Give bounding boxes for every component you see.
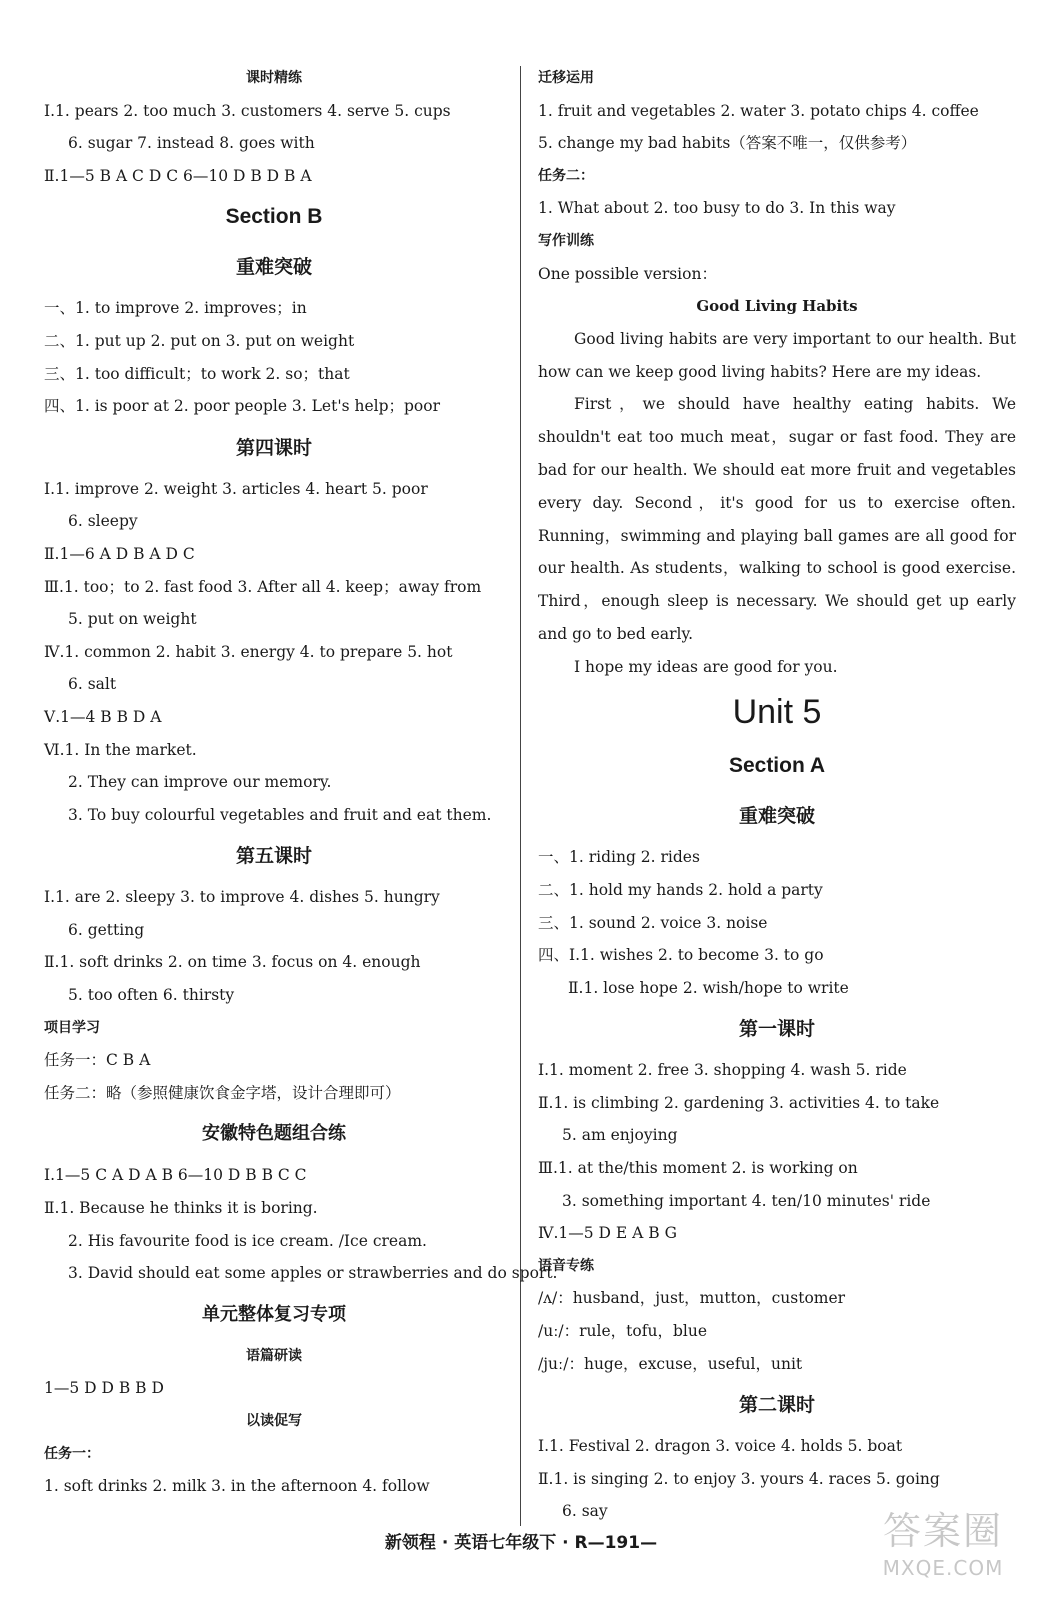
lesson-4-heading: 第四课时 xyxy=(235,436,312,459)
label-project: 项目学习 xyxy=(44,1019,100,1036)
answer-line: 3. To buy colourful vegetables and fruit and eat them. xyxy=(68,805,492,824)
answer-line: Ⅰ.1. pears 2. too much 3. customers 4. serve 5. cups xyxy=(44,101,451,120)
answer-line: Ⅳ.1—5 D E A B G xyxy=(538,1224,677,1243)
label-read-write: 以读促写 xyxy=(246,1413,302,1429)
answer-line: Ⅰ.1. improve 2. weight 3. articles 4. heart 5. poor xyxy=(44,479,428,498)
answer-line: Ⅲ.1. too；to 2. fast food 3. After all 4. keep；away from xyxy=(44,577,482,596)
answer-line: Ⅰ.1—5 C A D A B 6—10 D B B C C xyxy=(44,1166,307,1185)
answer-line: 5. put on weight xyxy=(68,610,197,629)
section-a-heading: Section A xyxy=(728,754,826,778)
review-heading: 单元整体复习专项 xyxy=(202,1303,346,1325)
answer-line: 3. David should eat some apples or strawberries and do sport. xyxy=(68,1264,558,1283)
label-practice: 课时精练 xyxy=(246,70,302,86)
answer-line: 5. change my bad habits（答案不唯一，仅供参考） xyxy=(538,134,917,153)
lesson-1-heading: 第一课时 xyxy=(738,1018,815,1041)
essay-closing: I hope my ideas are good for you. xyxy=(574,657,838,676)
label-task-1: 任务一： xyxy=(44,1445,100,1462)
answer-line: Ⅱ.1—6 A D B A D C xyxy=(44,544,195,563)
answer-line: Ⅰ.1. moment 2. free 3. shopping 4. wash 5. ride xyxy=(538,1061,907,1080)
answer-line: Ⅲ.1. at the/this moment 2. is working on xyxy=(538,1159,858,1178)
key-points-heading: 重难突破 xyxy=(235,256,312,279)
answer-line: 三、1. too difficult；to work 2. so；that xyxy=(44,364,350,383)
watermark-url: MXQE.COM xyxy=(882,1556,1004,1580)
answer-line: 四、Ⅰ.1. wishes 2. to become 3. to go xyxy=(538,946,824,965)
essay-paragraph: Good living habits are very important to our health. But how can we keep good living habits? Here are my ideas. xyxy=(538,329,1016,381)
answer-line: Ⅴ.1—4 B B D A xyxy=(44,707,162,726)
answer-line: 1. soft drinks 2. milk 3. in the afternoon 4. follow xyxy=(44,1477,430,1496)
answer-line: Ⅵ.1. In the market. xyxy=(44,740,197,759)
answer-line: Ⅱ.1. soft drinks 2. on time 3. focus on 4. enough xyxy=(44,953,421,972)
answer-line: 6. sugar 7. instead 8. goes with xyxy=(68,134,315,153)
answer-line: 1. What about 2. too busy to do 3. In this way xyxy=(538,199,896,218)
answer-line: Ⅰ.1. Festival 2. dragon 3. voice 4. holds 5. boat xyxy=(538,1437,903,1456)
answer-line: Ⅳ.1. common 2. habit 3. energy 4. to prepare 5. hot xyxy=(44,642,453,661)
answer-line: Ⅰ.1. are 2. sleepy 3. to improve 4. dishes 5. hungry xyxy=(44,888,440,907)
answer-line: 6. salt xyxy=(68,675,117,694)
answer-line: One possible version： xyxy=(538,264,717,283)
answer-line: 6. sleepy xyxy=(68,512,138,531)
answer-line: 四、1. is poor at 2. poor people 3. Let's help；poor xyxy=(44,397,440,416)
lesson-5-heading: 第五课时 xyxy=(235,845,312,868)
answer-line: 5. am enjoying xyxy=(562,1126,678,1145)
watermark-logo xyxy=(858,1506,1028,1590)
answer-line: Ⅱ.1. is climbing 2. gardening 3. activities 4. to take xyxy=(538,1093,940,1112)
answer-line: 6. getting xyxy=(68,920,145,939)
answer-line: Ⅱ.1. Because he thinks it is boring. xyxy=(44,1199,318,1218)
answer-line: 1. fruit and vegetables 2. water 3. potato chips 4. coffee xyxy=(538,101,979,120)
label-task-2: 任务二： xyxy=(538,167,594,184)
essay-paragraph: First，we should have healthy eating habits. We shouldn't eat too much meat，sugar or fast food. They are bad for our health. We should eat more fruit and vegetables every day. Second，it's good for us to exercise often. Running，swimming and playing ball games are all good for our health. As students，walking to school is good exercise. Third，enough sleep is necessary. We should get up early and go to bed early. xyxy=(538,395,1016,643)
answer-line: 二、1. put up 2. put on 3. put on weight xyxy=(44,331,355,350)
answer-line: 3. something important 4. ten/10 minutes' ride xyxy=(562,1191,931,1210)
answer-line: /ʌ/：husband，just，mutton，customer xyxy=(538,1289,846,1308)
lesson-2-heading: 第二课时 xyxy=(738,1394,815,1417)
answer-line: 任务二：略（参照健康饮食金字塔，设计合理即可） xyxy=(44,1083,401,1102)
label-transfer: 迁移运用 xyxy=(538,70,594,86)
label-writing: 写作训练 xyxy=(538,232,594,249)
answer-line: /uː/：rule，tofu，blue xyxy=(538,1322,707,1341)
answer-line: 2. His favourite food is ice cream. /Ice cream. xyxy=(68,1231,427,1250)
answer-line: Ⅱ.1. is singing 2. to enjoy 3. yours 4. races 5. going xyxy=(538,1469,940,1488)
answer-line: 6. say xyxy=(562,1502,608,1521)
answer-line: 一、1. to improve 2. improves；in xyxy=(44,299,307,318)
answer-line: 5. too often 6. thirsty xyxy=(68,986,235,1005)
watermark-logo-text: 答案圈 xyxy=(882,1509,1003,1553)
answer-line: 任务一：C B A xyxy=(44,1051,151,1070)
left-column xyxy=(44,62,558,1503)
answer-line: 一、1. riding 2. rides xyxy=(538,848,700,867)
answer-line: /juː/：huge，excuse，useful，unit xyxy=(538,1354,803,1373)
answer-line: 1—5 D D B B D xyxy=(44,1379,164,1398)
anhui-heading: 安徽特色题组合练 xyxy=(202,1123,346,1145)
key-points-heading: 重难突破 xyxy=(738,805,815,828)
unit-heading: Unit 5 xyxy=(732,693,822,732)
answer-line: 三、1. sound 2. voice 3. noise xyxy=(538,913,768,932)
answer-line: Ⅱ.1. lose hope 2. wish/hope to write xyxy=(568,978,849,997)
page-footer: 新领程 · 英语七年级下 · R—191— xyxy=(384,1533,658,1553)
answer-line: Ⅱ.1—5 B A C D C 6—10 D B D B A xyxy=(44,166,312,185)
section-b-heading: Section B xyxy=(225,205,323,229)
answer-line: 二、1. hold my hands 2. hold a party xyxy=(538,880,823,899)
label-reading: 语篇研读 xyxy=(246,1347,302,1364)
column-divider xyxy=(520,66,521,1526)
label-phonics: 语音专练 xyxy=(538,1257,594,1274)
answer-line: 2. They can improve our memory. xyxy=(68,773,332,792)
essay-title: Good Living Habits xyxy=(696,297,858,316)
right-column xyxy=(538,62,1016,1528)
